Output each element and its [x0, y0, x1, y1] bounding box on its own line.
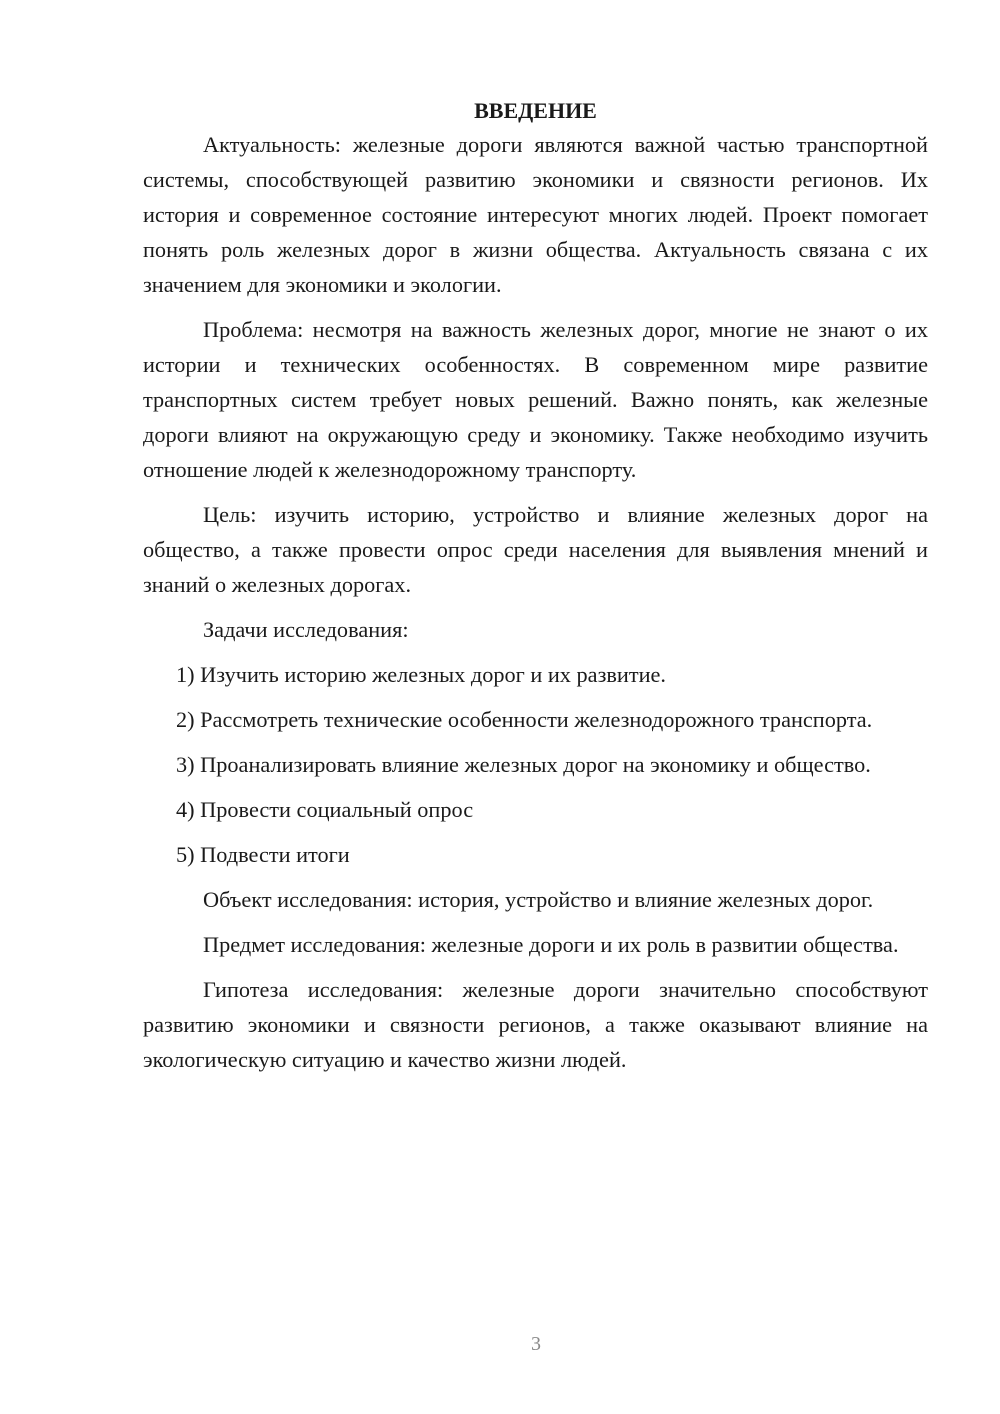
task-item-5: 5) Подвести итоги: [176, 842, 350, 867]
document-page: [143, 95, 928, 1087]
paragraph-relevance: Актуальность: железные дороги являются важной частью транспортной системы, способствующей развитию экономики и связности регионов. Их история и современное состояние интересуют многих людей. Проект помогает понять роль железных дорог в жизни общества. Актуальность связана с их значением для экономики и экологии.: [143, 132, 928, 297]
paragraph-subject: Предмет исследования: железные дороги и их роль в развитии общества.: [203, 932, 899, 957]
task-item-2: 2) Рассмотреть технические особенности железнодорожного транспорта.: [176, 707, 873, 732]
task-item-1: 1) Изучить историю железных дорог и их развитие.: [176, 662, 666, 687]
task-item-4: 4) Провести социальный опрос: [176, 797, 474, 822]
tasks-heading: Задачи исследования:: [203, 617, 409, 642]
task-item-3: 3) Проанализировать влияние железных дорог на экономику и общество.: [176, 752, 871, 777]
page-number: 3: [531, 1333, 541, 1355]
paragraph-hypothesis: Гипотеза исследования: железные дороги значительно способствуют развитию экономики и связности регионов, а также оказывают влияние на экологическую ситуацию и качество жизни людей.: [143, 977, 928, 1072]
paragraph-goal: Цель: изучить историю, устройство и влияние железных дорог на общество, а также провести опрос среди населения для выявления мнений и знаний о железных дорогах.: [143, 502, 928, 597]
section-title: ВВЕДЕНИЕ: [474, 98, 597, 123]
paragraph-object: Объект исследования: история, устройство и влияние железных дорог.: [203, 887, 874, 912]
paragraph-problem: Проблема: несмотря на важность железных дорог, многие не знают о их истории и технических особенностях. В современном мире развитие транспортных систем требует новых решений. Важно понять, как железные дороги влияют на окружающую среду и экономику. Также необходимо изучить отношение людей к железнодорожному транспорту.: [143, 317, 928, 482]
